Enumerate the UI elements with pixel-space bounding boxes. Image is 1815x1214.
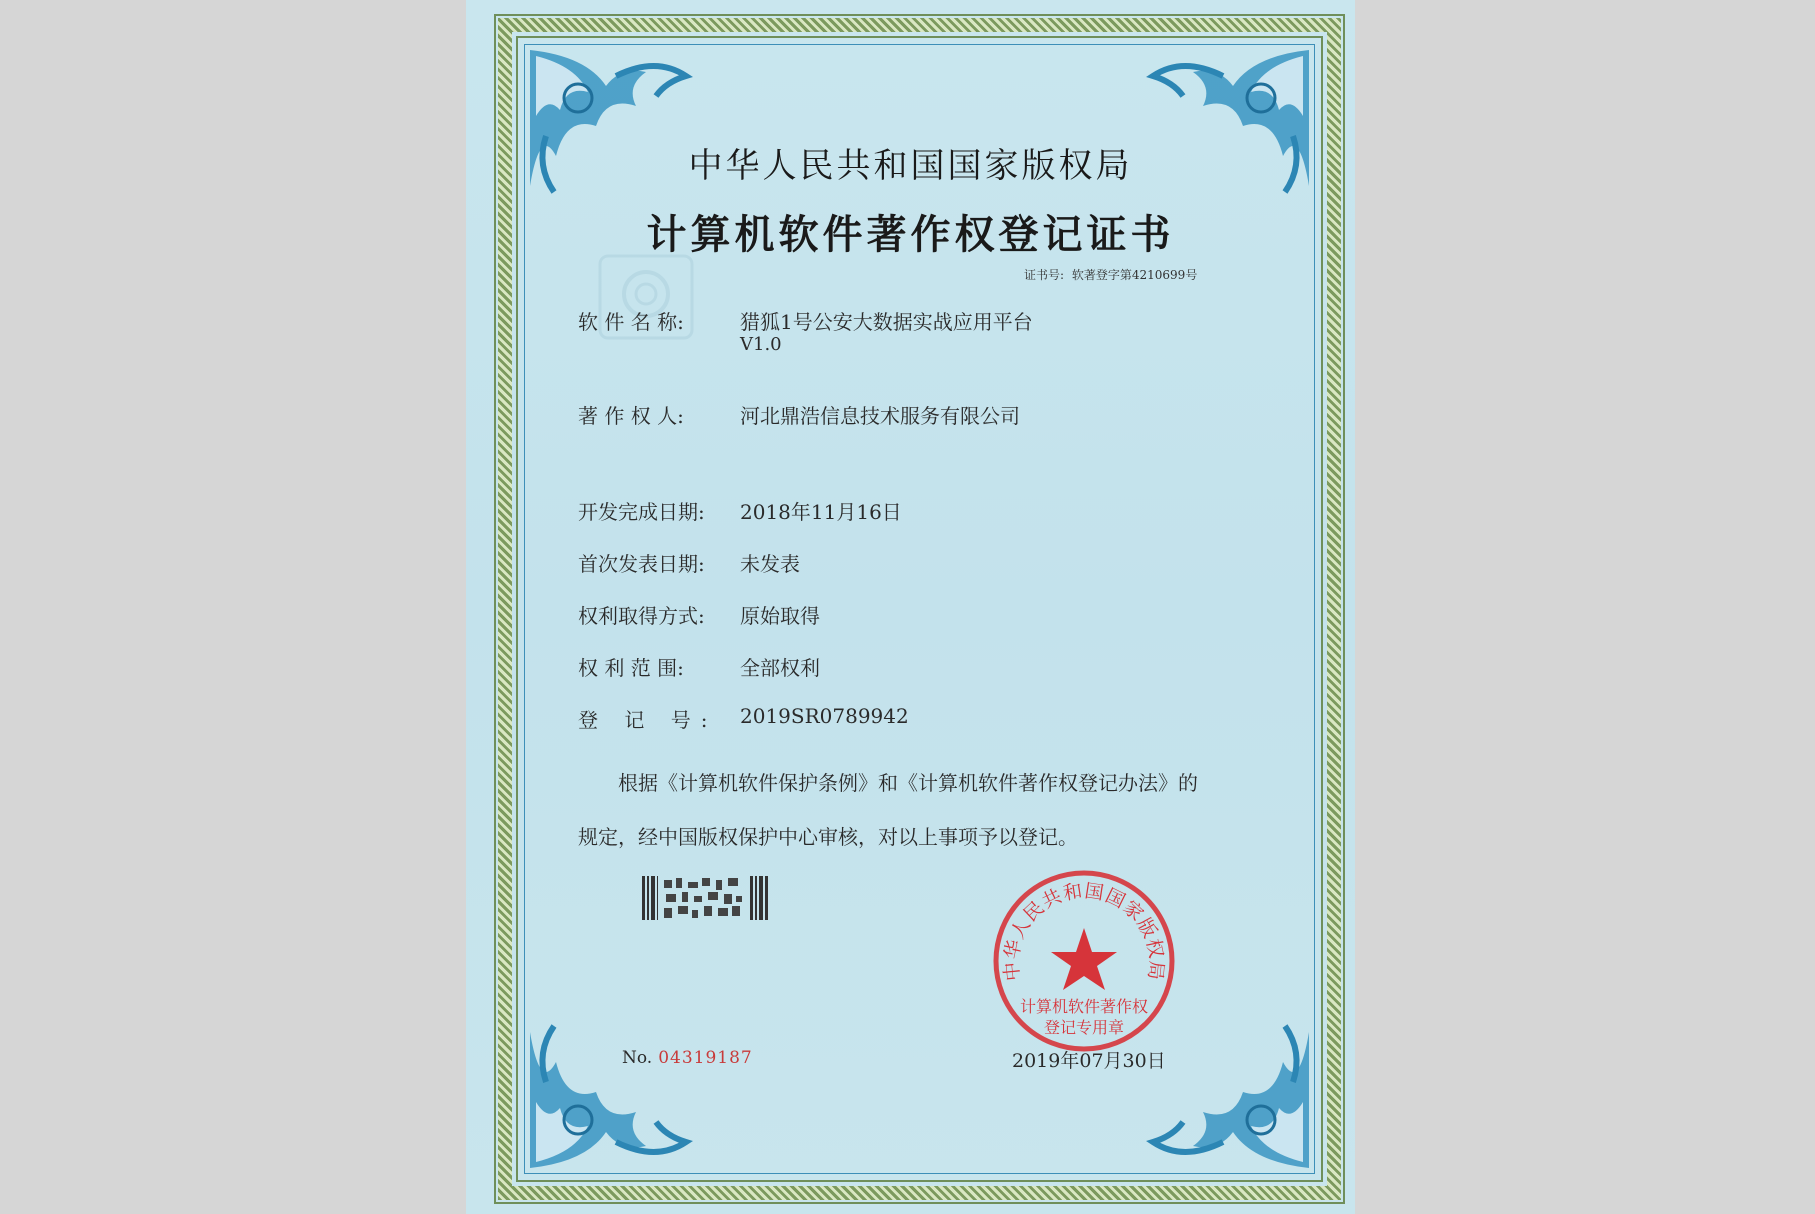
field-value: 河北鼎浩信息技术服务有限公司 (740, 404, 1020, 428)
field-scope (578, 652, 820, 681)
field-label: 首次发表日期: (578, 552, 705, 576)
issuing-authority: 中华人民共和国国家版权局 (688, 146, 1133, 186)
field-value: 全部权利 (740, 656, 820, 680)
field-publish-date (578, 548, 800, 577)
barcode-icon (642, 876, 770, 920)
issue-date: 2019年07月30日 (1012, 1050, 1166, 1072)
field-value: 未发表 (740, 552, 800, 576)
certificate-title: 计算机软件著作权登记证书 (646, 211, 1175, 258)
certificate-number-label: 证书号: (1024, 268, 1065, 282)
statement-line-1: 根据《计算机软件保护条例》和《计算机软件著作权登记办法》的 (618, 771, 1198, 795)
certificate-number (1024, 266, 1201, 283)
seal-ring-text: 中华人民共和国国家版权局 (1000, 879, 1168, 982)
serial-value: 04319187 (658, 1048, 753, 1068)
statement-line-2: 规定，经中国版权保护中心审核，对以上事项予以登记。 (578, 825, 1078, 849)
official-seal (989, 866, 1179, 1056)
field-value: 原始取得 (740, 604, 820, 628)
registration-statement (578, 756, 1288, 864)
serial-label: No. (622, 1048, 653, 1068)
certificate (466, 0, 1355, 1214)
field-registration-number (578, 704, 909, 733)
field-dev-date (578, 496, 902, 525)
field-label: 登 记 号: (578, 708, 718, 732)
field-value: 猎狐1号公安大数据实战应用平台 (740, 310, 1033, 334)
field-owner (578, 400, 1020, 429)
field-label: 著 作 权 人: (578, 404, 684, 428)
field-software-name (578, 306, 1033, 335)
field-label: 权 利 范 围: (578, 656, 684, 680)
field-label: 软 件 名 称: (578, 310, 684, 334)
certificate-number-value: 软著登字第4210699号 (1071, 268, 1198, 282)
corner-ornament-icon (526, 1022, 696, 1172)
seal-line-2: 登记专用章 (1043, 1018, 1125, 1037)
field-acquire-method (578, 600, 820, 629)
field-label: 权利取得方式: (578, 604, 705, 628)
seal-line-1: 计算机软件著作权 (1019, 997, 1149, 1016)
field-value: 2019SR0789942 (740, 704, 909, 728)
seal-star-icon (1051, 928, 1117, 990)
serial-number (622, 1048, 753, 1068)
field-software-version: V1.0 (740, 334, 782, 355)
field-label: 开发完成日期: (578, 500, 705, 524)
field-value: 2018年11月16日 (740, 500, 902, 524)
